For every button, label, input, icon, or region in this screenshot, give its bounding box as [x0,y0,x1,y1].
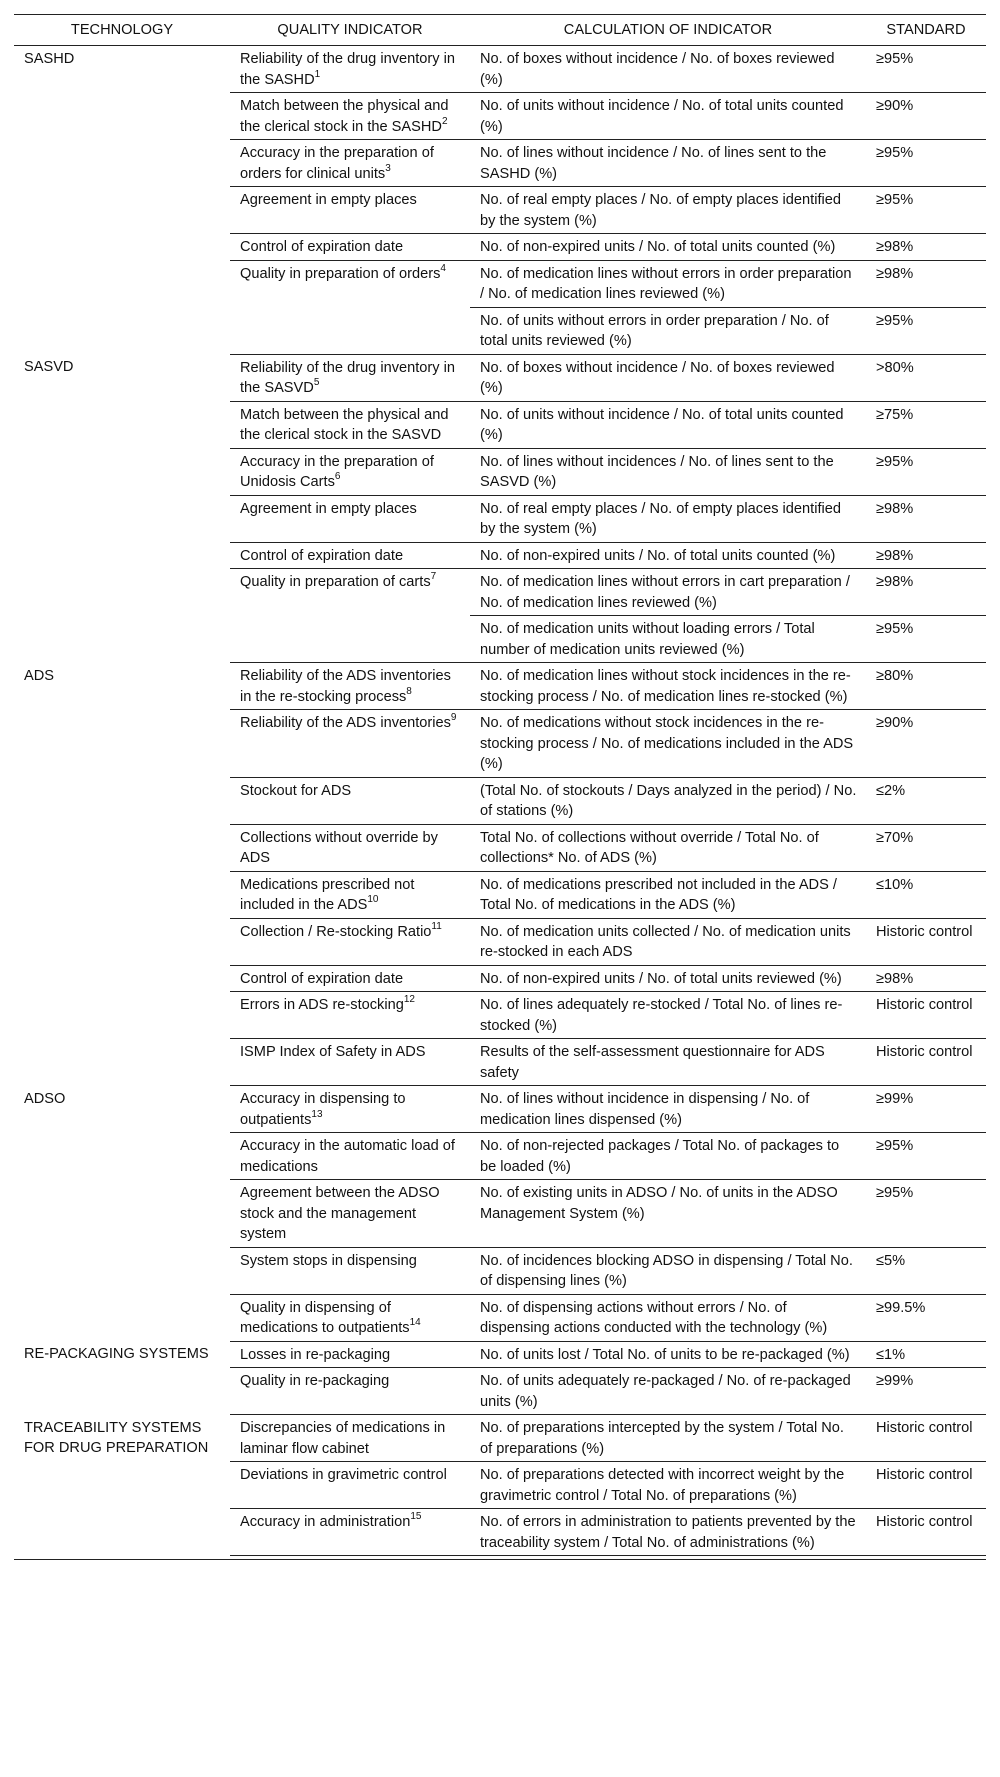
table-body [14,46,986,1556]
indicator-cell [230,1180,470,1248]
standard-cell: ≥80% [866,663,986,710]
indicator-name: Reliability of the ADS inventories [240,715,451,731]
footnote-marker: 14 [409,1317,421,1329]
table-row [14,663,986,710]
indicator-cell [230,46,470,93]
indicator-name: Discrepancies of medications in laminar flow cabinet [240,1420,446,1457]
indicator-cell [230,354,470,401]
calculation-cell: No. of non-expired units / No. of total units reviewed (%) [470,965,866,992]
footnote-marker: 2 [441,115,448,127]
indicator-name: Quality in re-packaging [240,1373,390,1389]
footnote-marker: 6 [334,471,341,483]
indicator-cell [230,542,470,569]
footnote-marker: 12 [403,994,415,1006]
calculation-cell: No. of lines without incidence in dispensing / No. of medication lines dispensed (%) [470,1086,866,1133]
calculation-cell: No. of medications prescribed not included in the ADS / Total No. of medications in the ADS (%) [470,871,866,918]
technology-cell: TRACEABILITY SYSTEMS FOR DRUG PREPARATION [24,1419,209,1456]
indicator-name: Control of expiration date [240,547,404,564]
table-row [14,1415,986,1462]
calculation-cell: No. of medication lines without errors in cart preparation / No. of medication lines reviewed (%) [470,569,866,616]
indicator-name: Accuracy in the preparation of Unidosis Carts [240,453,434,490]
calculation-cell: No. of non-expired units / No. of total units counted (%) [470,542,866,569]
standard-cell: ≥98% [866,569,986,616]
indicator-name: Quality in preparation of orders [240,265,441,282]
standard-cell: ≤1% [866,1341,986,1368]
calculation-cell: No. of non-expired units / No. of total units counted (%) [470,234,866,261]
indicator-name: Errors in ADS re-stocking [240,997,404,1013]
indicator-name: Agreement in empty places [240,500,417,517]
standard-cell: Historic control [866,1462,986,1509]
indicator-name: Agreement in empty places [240,192,417,208]
footnote-marker: 13 [311,1108,323,1120]
indicator-cell [230,1247,470,1294]
indicator-cell [230,918,470,965]
standard-cell: ≥90% [866,93,986,140]
indicator-name: Control of expiration date [240,239,404,255]
indicator-cell [230,663,470,710]
calculation-cell: No. of units without incidence / No. of total units counted (%) [470,401,866,448]
footnote-marker: 10 [367,894,379,906]
calculation-cell: No. of medication units collected / No. of medication units re-stocked in each ADS [470,918,866,965]
indicator-cell [230,1462,470,1509]
calculation-cell: No. of preparations detected with incorrect weight by the gravimetric control / Total No. of preparations (%) [470,1462,866,1509]
standard-cell: Historic control [866,1415,986,1462]
indicator-cell [230,1415,470,1462]
indicator-name: Quality in dispensing of medications to outpatients [240,1299,410,1336]
calculation-cell: No. of units without errors in order preparation / No. of total units reviewed (%) [470,307,866,354]
indicator-cell [230,569,470,663]
indicator-name: System stops in dispensing [240,1252,417,1269]
table-row [14,1341,986,1368]
indicator-cell [230,710,470,778]
indicator-name: Match between the physical and the clerical stock in the SASVD [240,406,449,443]
indicator-cell [230,234,470,261]
indicator-name: Stockout for ADS [240,782,352,799]
indicator-name: Accuracy in the automatic load of medications [240,1138,455,1175]
header-quality-indicator: QUALITY INDICATOR [277,21,423,38]
technology-cell: ADS [24,667,55,684]
indicator-cell [230,824,470,871]
calculation-cell: Results of the self-assessment questionnaire for ADS safety [470,1039,866,1086]
standard-cell: ≥95% [866,448,986,495]
standard-cell: ≥95% [866,1133,986,1180]
table-row [14,354,986,401]
indicator-name: Control of expiration date [240,970,404,987]
calculation-cell: (Total No. of stockouts / Days analyzed in the period) / No. of stations (%) [470,777,866,824]
calculation-cell: No. of errors in administration to patients prevented by the traceability system / Total No. of administrations (%) [470,1509,866,1556]
standard-cell: ≥90% [866,710,986,778]
indicator-cell [230,871,470,918]
calculation-cell: No. of medications without stock incidences in the re-stocking process / No. of medications included in the ADS (%) [470,710,866,778]
standard-cell: Historic control [866,992,986,1039]
indicator-name: Match between the physical and the clerical stock in the SASHD [240,98,449,135]
footnote-marker: 7 [430,571,437,583]
calculation-cell: No. of preparations intercepted by the system / Total No. of preparations (%) [470,1415,866,1462]
indicator-name: Collections without override by ADS [240,829,438,866]
footnote-marker: 5 [313,377,320,389]
footnote-marker: 4 [440,262,446,274]
standard-cell: ≤5% [866,1247,986,1294]
calculation-cell: No. of real empty places / No. of empty places identified by the system (%) [470,187,866,234]
standard-cell: >80% [866,354,986,401]
standard-cell: ≥70% [866,824,986,871]
indicator-cell [230,1294,470,1341]
standard-cell: Historic control [866,1039,986,1086]
indicator-name: ISMP Index of Safety in ADS [240,1044,426,1060]
indicator-cell [230,1086,470,1133]
footnote-marker: 8 [406,685,412,697]
standard-cell: ≥95% [866,46,986,93]
indicator-name: Reliability of the drug inventory in the SASHD [240,51,455,88]
indicator-name: Deviations in gravimetric control [240,1467,447,1483]
indicator-cell [230,187,470,234]
standard-cell: ≥99% [866,1368,986,1415]
standard-cell: Historic control [866,918,986,965]
indicator-name: Reliability of the ADS inventories in the re-stocking process [240,668,451,705]
indicator-cell [230,1509,470,1556]
footnote-marker: 11 [431,920,442,932]
standard-cell: ≤10% [866,871,986,918]
standard-cell: ≥99% [866,1086,986,1133]
calculation-cell: No. of medication lines without stock incidences in the re-stocking process / No. of medication lines re-stocked (%) [470,663,866,710]
indicator-name: Losses in re-packaging [240,1346,391,1363]
technology-cell: ADSO [24,1090,66,1107]
indicator-cell [230,401,470,448]
calculation-cell: No. of dispensing actions without errors / No. of dispensing actions conducted with the technology (%) [470,1294,866,1341]
indicator-cell [230,777,470,824]
calculation-cell: No. of real empty places / No. of empty places identified by the system (%) [470,495,866,542]
standard-cell: ≥98% [866,965,986,992]
standard-cell: ≥99.5% [866,1294,986,1341]
technology-cell: SASHD [24,51,75,67]
indicator-cell [230,448,470,495]
indicator-cell [230,260,470,354]
standard-cell: ≥95% [866,187,986,234]
indicator-cell [230,1133,470,1180]
indicator-cell [230,992,470,1039]
indicator-cell [230,1039,470,1086]
indicator-name: Reliability of the drug inventory in the SASVD [240,359,455,396]
table-header [14,15,986,46]
indicator-name: Accuracy in administration [240,1514,411,1530]
footnote-marker: 1 [314,68,321,80]
standard-cell: ≥95% [866,140,986,187]
footnote-marker: 15 [410,1511,422,1523]
technology-cell: RE-PACKAGING SYSTEMS [24,1346,209,1362]
header-standard: STANDARD [886,21,966,38]
calculation-cell: No. of boxes without incidence / No. of boxes reviewed (%) [470,46,866,93]
indicator-name: Medications prescribed not included in the ADS [240,876,415,913]
calculation-cell: No. of incidences blocking ADSO in dispensing / Total No. of dispensing lines (%) [470,1247,866,1294]
indicator-cell [230,93,470,140]
indicator-cell [230,140,470,187]
indicator-name: Accuracy in the preparation of orders for clinical units [240,145,434,182]
calculation-cell: No. of medication units without loading errors / Total number of medication units reviewed (%) [470,616,866,663]
calculation-cell: No. of units lost / Total No. of units to be re-packaged (%) [470,1341,866,1368]
calculation-cell: No. of lines adequately re-stocked / Total No. of lines re-stocked (%) [470,992,866,1039]
indicator-cell [230,495,470,542]
standard-cell: Historic control [866,1509,986,1556]
quality-indicators-table [14,14,986,1556]
indicator-name: Quality in preparation of carts [240,574,431,590]
calculation-cell: No. of non-rejected packages / Total No. of packages to be loaded (%) [470,1133,866,1180]
standard-cell: ≤2% [866,777,986,824]
footnote-marker: 3 [385,162,391,174]
standard-cell: ≥98% [866,234,986,261]
indicator-name: Accuracy in dispensing to outpatients [240,1091,406,1128]
calculation-cell: No. of lines without incidence / No. of lines sent to the SASHD (%) [470,140,866,187]
bottom-rule [14,1559,986,1560]
indicator-cell [230,965,470,992]
standard-cell: ≥98% [866,542,986,569]
indicator-name: Collection / Re-stocking Ratio [240,923,432,940]
standard-cell: ≥95% [866,616,986,663]
technology-cell: SASVD [24,359,74,375]
calculation-cell: No. of medication lines without errors in order preparation / No. of medication lines reviewed (%) [470,260,866,307]
calculation-cell: No. of boxes without incidence / No. of boxes reviewed (%) [470,354,866,401]
calculation-cell: No. of lines without incidences / No. of lines sent to the SASVD (%) [470,448,866,495]
calculation-cell: No. of existing units in ADSO / No. of units in the ADSO Management System (%) [470,1180,866,1248]
table-row [14,46,986,93]
calculation-cell: Total No. of collections without override / Total No. of collections* No. of ADS (%) [470,824,866,871]
calculation-cell: No. of units without incidence / No. of total units counted (%) [470,93,866,140]
standard-cell: ≥98% [866,260,986,307]
indicator-cell [230,1368,470,1415]
standard-cell: ≥95% [866,307,986,354]
indicator-cell [230,1341,470,1368]
indicator-name: Agreement between the ADSO stock and the management system [240,1185,440,1242]
header-technology: TECHNOLOGY [70,21,174,38]
footnote-marker: 9 [450,712,457,724]
header-calculation: CALCULATION OF INDICATOR [563,21,773,38]
standard-cell: ≥98% [866,495,986,542]
standard-cell: ≥75% [866,401,986,448]
table-row [14,1086,986,1133]
standard-cell: ≥95% [866,1180,986,1248]
calculation-cell: No. of units adequately re-packaged / No. of re-packaged units (%) [470,1368,866,1415]
